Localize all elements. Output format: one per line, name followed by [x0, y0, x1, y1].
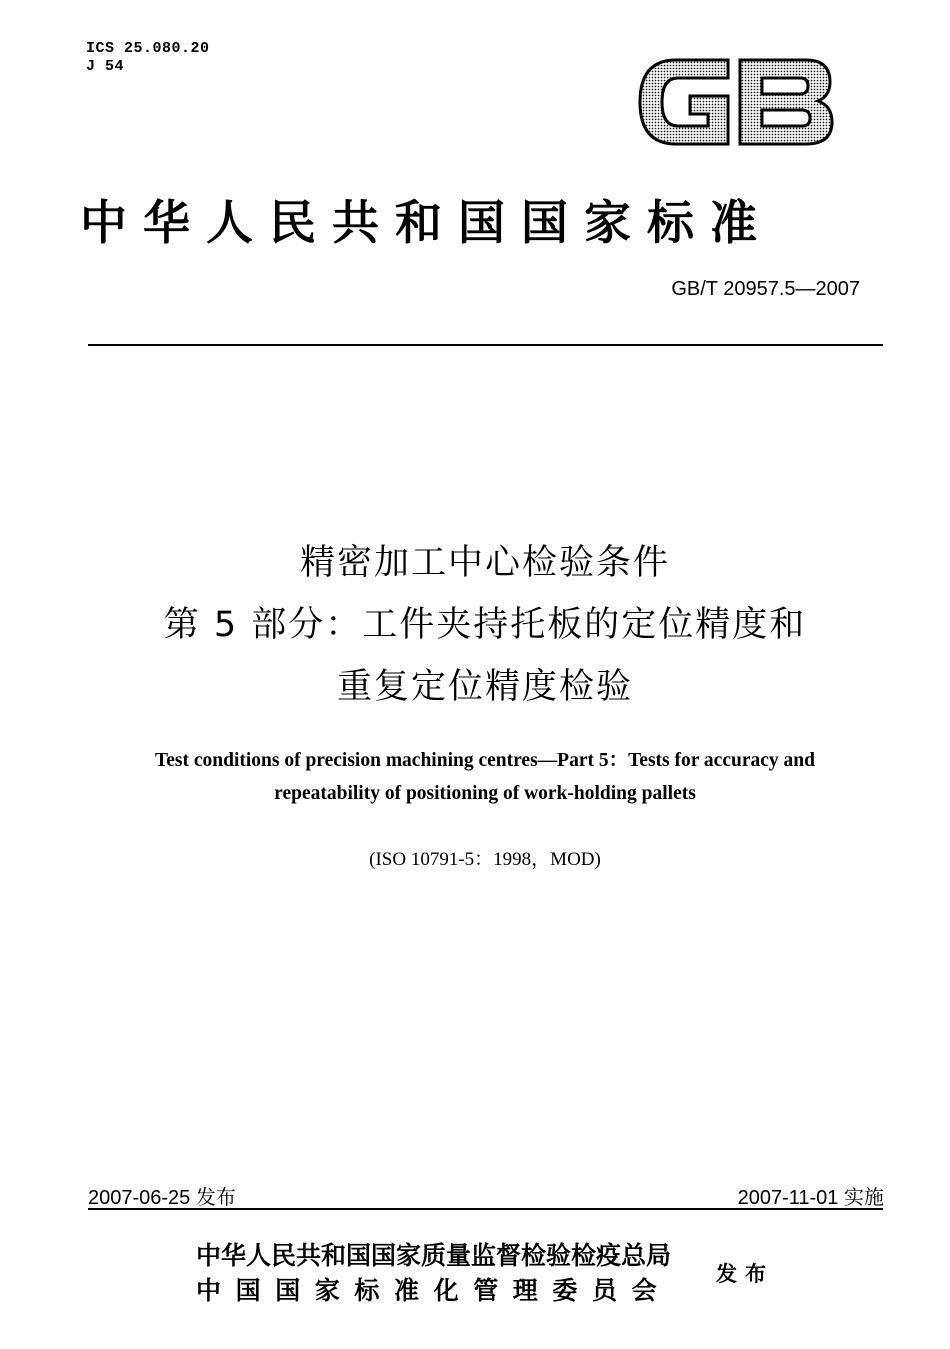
- top-divider: [88, 344, 883, 346]
- chinese-title: [60, 532, 910, 718]
- chinese-title-line3: 重复定位精度检验: [336, 667, 633, 707]
- english-title-line2: repeatability of positioning of work-holding pallets: [274, 783, 696, 804]
- english-title: [60, 744, 910, 810]
- issuing-authorities: [196, 1238, 671, 1308]
- implementation-date: 2007-11-01 实施: [737, 1187, 884, 1209]
- issuer-sac: 中国国家标准化管理委员会: [196, 1276, 672, 1305]
- ics-code: ICS 25.080.20: [86, 40, 210, 57]
- chinese-title-line1: 精密加工中心检验条件: [299, 543, 670, 583]
- standard-number: GB/T 20957.5—2007: [671, 278, 860, 300]
- publish-label: 发布: [716, 1261, 774, 1286]
- chinese-title-line2: 第 5 部分：工件夹持托板的定位精度和: [163, 605, 807, 645]
- issuer-aqsiq: 中华人民共和国国家质量监督检验检疫总局: [196, 1241, 672, 1270]
- classification-block: [86, 40, 210, 76]
- national-standard-title: 中华人民共和国国家标准: [80, 196, 773, 251]
- ccs-code: J 54: [86, 58, 125, 75]
- english-title-line1: Test conditions of precision machining centres—Part 5：Tests for accuracy and: [155, 750, 815, 771]
- bottom-divider: [88, 1208, 883, 1210]
- gb-logo-icon: [636, 52, 836, 152]
- adoption-reference: (ISO 10791-5：1998，MOD): [369, 849, 601, 870]
- issue-date: 2007-06-25 发布: [88, 1187, 236, 1209]
